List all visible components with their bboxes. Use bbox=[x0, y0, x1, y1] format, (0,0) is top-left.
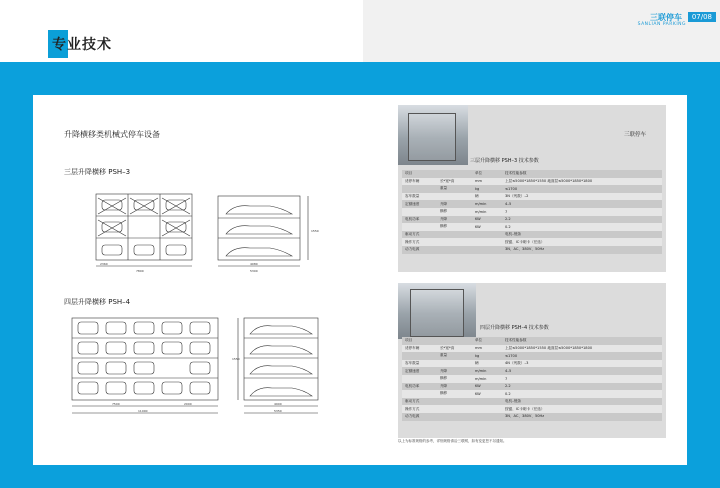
spec-cell bbox=[437, 337, 472, 345]
spec-cell: 适停车辆 bbox=[402, 178, 437, 186]
psh3-side-drawing bbox=[212, 192, 322, 276]
spec-cell: 长*宽*高 bbox=[437, 345, 472, 353]
spec-cell: 适停车辆 bbox=[402, 345, 437, 353]
spec-cell bbox=[402, 208, 437, 216]
footnote: 以上为标准规格的参考，详细规格请洽三联网，如有变更恕不另通知。 bbox=[398, 439, 507, 443]
spec-cell: 驱动方式 bbox=[402, 398, 437, 406]
spec-row bbox=[402, 246, 662, 254]
psh3-dim-b: 7800 bbox=[136, 269, 144, 273]
spec-cell bbox=[402, 223, 437, 231]
spec-row bbox=[402, 337, 662, 345]
spec-cell: 4–5 bbox=[502, 367, 662, 375]
spec-cell: 技术性能参数 bbox=[502, 337, 662, 345]
spec-cell bbox=[437, 398, 472, 406]
spec-cell bbox=[472, 238, 502, 246]
spec-row bbox=[402, 360, 662, 368]
page-title: 专业技术 bbox=[52, 37, 112, 53]
spec-cell: 横移 bbox=[437, 223, 472, 231]
spec-cell bbox=[437, 246, 472, 254]
spec-cell: 定额速度 bbox=[402, 200, 437, 208]
spec-cell: 操作方式 bbox=[402, 238, 437, 246]
spec-cell: 4–5 bbox=[502, 200, 662, 208]
brand-name: 三联停车 bbox=[650, 13, 682, 22]
spec-cell: 7 bbox=[502, 375, 662, 383]
spec-cell: m/min bbox=[472, 208, 502, 216]
spec-cell bbox=[437, 238, 472, 246]
section-title-psh3: 三层升降横移 PSH–3 bbox=[64, 168, 131, 176]
spec-cell: 容车数量 bbox=[402, 360, 437, 368]
spec-cell: 项目 bbox=[402, 337, 437, 345]
spec-cell bbox=[437, 193, 472, 201]
spec-cell: 0.2 bbox=[502, 223, 662, 231]
spec-row bbox=[402, 238, 662, 246]
psh4-dim-a: 7500 bbox=[112, 402, 120, 406]
spec-cell: 横移 bbox=[437, 208, 472, 216]
psh3-box-brand: 三联停车 bbox=[624, 132, 647, 138]
spec-cell: 横移 bbox=[437, 375, 472, 383]
spec-cell: 容车数量 bbox=[402, 193, 437, 201]
spec-cell bbox=[437, 360, 472, 368]
psh3-photo bbox=[398, 105, 468, 165]
spec-cell: ≤1700 bbox=[502, 352, 662, 360]
spec-row bbox=[402, 413, 662, 421]
spec-row bbox=[402, 398, 662, 406]
psh4-dim-c: 11000 bbox=[138, 409, 148, 413]
psh4-photo bbox=[398, 283, 476, 339]
psh4-dim-d: 4900 bbox=[274, 402, 282, 406]
spec-row bbox=[402, 405, 662, 413]
spec-cell: m/min bbox=[472, 367, 502, 375]
spec-cell: 7 bbox=[502, 208, 662, 216]
spec-cell: mm bbox=[472, 345, 502, 353]
page-number: 07/08 bbox=[688, 12, 716, 22]
spec-cell: 长*宽*高 bbox=[437, 178, 472, 186]
spec-cell: 横移 bbox=[437, 390, 472, 398]
spec-cell: 升降 bbox=[437, 367, 472, 375]
spec-cell: m/min bbox=[472, 375, 502, 383]
spec-cell bbox=[472, 398, 502, 406]
spec-row bbox=[402, 352, 662, 360]
spec-cell: 3N（列数）–2 bbox=[502, 193, 662, 201]
spec-cell: kg bbox=[472, 352, 502, 360]
section-title-psh4: 四层升降横移 PSH–4 bbox=[64, 298, 131, 306]
spec-cell: m/min bbox=[472, 200, 502, 208]
spec-cell bbox=[402, 390, 437, 398]
spec-cell bbox=[437, 170, 472, 178]
brand-subtitle: SANLIAN PARKING bbox=[637, 22, 686, 27]
spec-cell: 2.2 bbox=[502, 216, 662, 224]
spec-cell: 上层≤5000*1850*1550 地面层≤5000*1850*1800 bbox=[502, 178, 662, 186]
spec-cell bbox=[402, 375, 437, 383]
spec-cell: KW bbox=[472, 216, 502, 224]
spec-row bbox=[402, 231, 662, 239]
spec-cell: 2.2 bbox=[502, 383, 662, 391]
spec-cell: 重量 bbox=[437, 352, 472, 360]
spec-cell: 定额速度 bbox=[402, 367, 437, 375]
spec-cell: 按键、IC卡刷卡（任选） bbox=[502, 238, 662, 246]
spec-cell: 按键、IC卡刷卡（任选） bbox=[502, 405, 662, 413]
spec-cell: 升降 bbox=[437, 383, 472, 391]
psh3-dim-a: 2360 bbox=[100, 262, 108, 266]
spec-cell: 升降 bbox=[437, 200, 472, 208]
main-heading: 升降横移类机械式停车设备 bbox=[64, 130, 160, 139]
spec-cell: 动力电源 bbox=[402, 413, 437, 421]
spec-row bbox=[402, 178, 662, 186]
spec-cell: 上层≤5000*1850*1550 地面层≤5000*1850*1800 bbox=[502, 345, 662, 353]
spec-row bbox=[402, 193, 662, 201]
spec-cell: 单位 bbox=[472, 170, 502, 178]
spec-cell: 4N（列数）–3 bbox=[502, 360, 662, 368]
spec-cell: 驱动方式 bbox=[402, 231, 437, 239]
spec-cell: 辆 bbox=[472, 360, 502, 368]
spec-row bbox=[402, 216, 662, 224]
spec-cell: KW bbox=[472, 390, 502, 398]
spec-cell: 操作方式 bbox=[402, 405, 437, 413]
spec-row bbox=[402, 200, 662, 208]
spec-cell: 3N、AC、380V、50Hz bbox=[502, 246, 662, 254]
psh4-dim-b: 2000 bbox=[184, 402, 192, 406]
psh3-spec-table bbox=[402, 170, 662, 254]
spec-cell: KW bbox=[472, 383, 502, 391]
spec-cell: 重量 bbox=[437, 185, 472, 193]
spec-cell: 辆 bbox=[472, 193, 502, 201]
spec-cell: 电机–链条 bbox=[502, 398, 662, 406]
psh4-box-caption: 四层升降横移 PSH–4 技术参数 bbox=[480, 325, 549, 331]
psh4-spec-table bbox=[402, 337, 662, 421]
spec-cell bbox=[402, 185, 437, 193]
psh3-box-caption: 三层升降横移 PSH–3 技术参数 bbox=[470, 158, 539, 164]
psh3-dim-d: 5300 bbox=[250, 269, 258, 273]
psh3-dim-c: 4080 bbox=[250, 262, 258, 266]
spec-row bbox=[402, 390, 662, 398]
spec-cell: mm bbox=[472, 178, 502, 186]
spec-cell bbox=[437, 405, 472, 413]
spec-row bbox=[402, 345, 662, 353]
spec-cell: 升降 bbox=[437, 216, 472, 224]
spec-row bbox=[402, 223, 662, 231]
spec-cell: 单位 bbox=[472, 337, 502, 345]
spec-cell bbox=[472, 413, 502, 421]
spec-cell bbox=[437, 231, 472, 239]
spec-cell: KW bbox=[472, 223, 502, 231]
spec-cell: 电机功率 bbox=[402, 383, 437, 391]
spec-cell bbox=[437, 413, 472, 421]
psh3-front-drawing bbox=[92, 190, 196, 274]
spec-cell: 0.2 bbox=[502, 390, 662, 398]
spec-row bbox=[402, 185, 662, 193]
spec-cell bbox=[402, 352, 437, 360]
spec-row bbox=[402, 375, 662, 383]
spec-row bbox=[402, 383, 662, 391]
photo-rack bbox=[408, 113, 456, 161]
spec-cell bbox=[472, 405, 502, 413]
spec-row bbox=[402, 208, 662, 216]
spec-cell: 电机功率 bbox=[402, 216, 437, 224]
photo-rack bbox=[410, 289, 464, 337]
spec-row bbox=[402, 367, 662, 375]
spec-row bbox=[402, 170, 662, 178]
spec-cell bbox=[472, 246, 502, 254]
spec-cell: ≤1700 bbox=[502, 185, 662, 193]
spec-cell: 电机–链条 bbox=[502, 231, 662, 239]
psh3-dim-e: 1550 bbox=[311, 229, 319, 233]
header-grey-area bbox=[363, 0, 720, 62]
psh4-side-drawing bbox=[232, 314, 328, 418]
spec-cell: 3N、AC、380V、50Hz bbox=[502, 413, 662, 421]
spec-cell: 动力电源 bbox=[402, 246, 437, 254]
spec-cell: 项目 bbox=[402, 170, 437, 178]
psh4-front-drawing bbox=[62, 314, 224, 418]
psh4-dim-e: 5350 bbox=[274, 409, 282, 413]
psh4-dim-f: 1550 bbox=[232, 357, 240, 361]
spec-cell bbox=[472, 231, 502, 239]
spec-cell: 技术性能参数 bbox=[502, 170, 662, 178]
spec-cell: kg bbox=[472, 185, 502, 193]
